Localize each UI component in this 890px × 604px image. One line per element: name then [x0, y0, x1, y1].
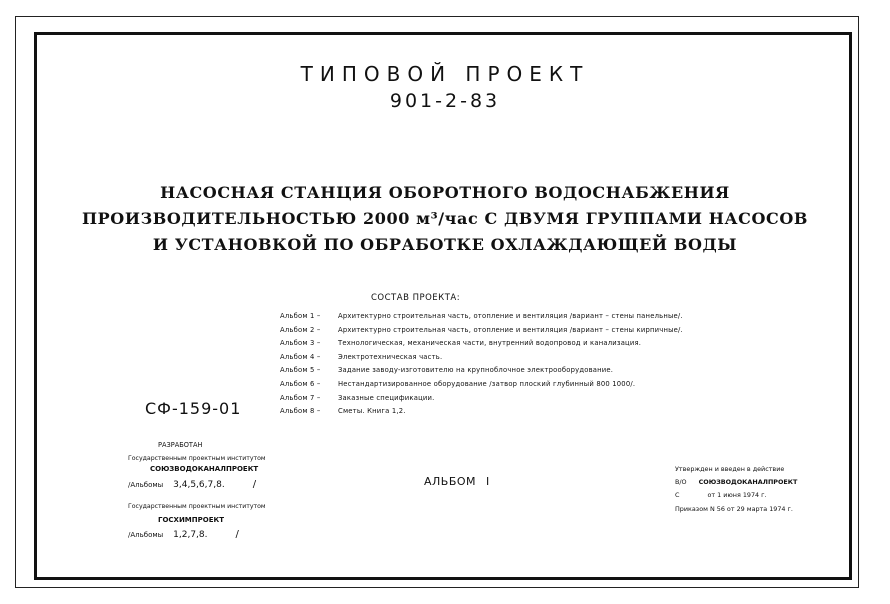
org2-albums: /Альбомы 1,2,7,8. /: [128, 529, 239, 540]
album-text: Заказные спецификации.: [338, 393, 435, 402]
document-code: СФ-159-01: [145, 399, 242, 418]
org2-albums-list: 1,2,7,8.: [173, 530, 208, 540]
list-item: [280, 337, 683, 351]
album-list: [280, 310, 683, 419]
album-number-value: I: [486, 475, 490, 488]
approval-org: СОЮЗВОДОКАНАЛПРОЕКТ: [698, 478, 798, 486]
list-item: [280, 351, 683, 365]
approval-date-prefix: С: [675, 491, 680, 499]
project-number: 901-2-83: [389, 90, 501, 112]
album-label: Альбом 1 –: [280, 312, 321, 320]
list-item: [280, 364, 683, 378]
album-text: Электротехническая часть.: [338, 352, 443, 361]
album-label: Альбом 8 –: [280, 407, 321, 416]
album-label: Альбом 2 –: [280, 325, 321, 334]
org2-description: Государственным проектным институтом: [128, 503, 266, 510]
approval-line-2: [675, 478, 797, 486]
album-text: Задание заводу-изготовителю на крупноблочное электрооборудование.: [338, 366, 614, 375]
approval-line-3: [675, 491, 767, 499]
org1-albums-label: Альбомы: [130, 481, 164, 489]
org1-description: Государственным проектным институтом: [128, 455, 266, 462]
org1-albums-list: 3,4,5,6,7,8.: [173, 480, 225, 490]
org2-albums-label: Альбомы: [130, 531, 164, 539]
list-item: [280, 405, 683, 419]
header-title: ТИПОВОЙ ПРОЕКТ: [300, 62, 590, 86]
album-label: Альбом 6 –: [280, 379, 321, 388]
list-item: [280, 324, 683, 338]
main-title-line-1: НАСОСНАЯ СТАНЦИЯ ОБОРОТНОГО ВОДОСНАБЖЕНИЯ: [160, 183, 730, 202]
approval-line-1: Утвержден и введен в действие: [675, 465, 785, 473]
album-number: [424, 475, 490, 488]
album-text: Архитектурно строительная часть, отопление и вентиляция /вариант – стены панельные/.: [338, 312, 683, 320]
composition-title: СОСТАВ ПРОЕКТА:: [371, 293, 461, 303]
album-text: Нестандартизированное оборудование /затвор плоский глубинный 800 1000/.: [338, 379, 636, 388]
org1-albums: /Альбомы 3,4,5,6,7,8. /: [128, 479, 257, 490]
album-number-label: АЛЬБОМ: [424, 475, 477, 488]
album-text: Сметы. Книга 1,2.: [338, 407, 406, 416]
approval-prefix: В/О: [675, 478, 687, 486]
approval-date: от 1 июня 1974 г.: [707, 491, 767, 499]
developed-by-label: РАЗРАБОТАН: [158, 441, 203, 449]
approval-order: Приказом N 56 от 29 марта 1974 г.: [675, 505, 793, 513]
album-text: Технологическая, механическая части, внутренний водопровод и канализация.: [338, 339, 642, 348]
album-label: Альбом 4 –: [280, 352, 321, 361]
list-item: [280, 378, 683, 392]
album-label: Альбом 5 –: [280, 366, 321, 375]
main-title-line-3: И УСТАНОВКОЙ ПО ОБРАБОТКЕ ОХЛАЖДАЮЩЕЙ ВОДЫ: [152, 235, 738, 254]
list-item: [280, 392, 683, 406]
album-label: Альбом 3 –: [280, 339, 321, 348]
org2-name: ГОСХИМПРОЕКТ: [158, 516, 224, 524]
album-text: Архитектурно строительная часть, отопление и вентиляция /вариант – стены кирпичные/.: [338, 325, 683, 334]
list-item: [280, 310, 683, 324]
org1-name: СОЮЗВОДОКАНАЛПРОЕКТ: [150, 465, 259, 473]
album-label: Альбом 7 –: [280, 393, 321, 402]
main-title-line-2: ПРОИЗВОДИТЕЛЬНОСТЬЮ 2000 м³/час С ДВУМЯ ГРУППАМИ НАСОСОВ: [81, 209, 809, 228]
